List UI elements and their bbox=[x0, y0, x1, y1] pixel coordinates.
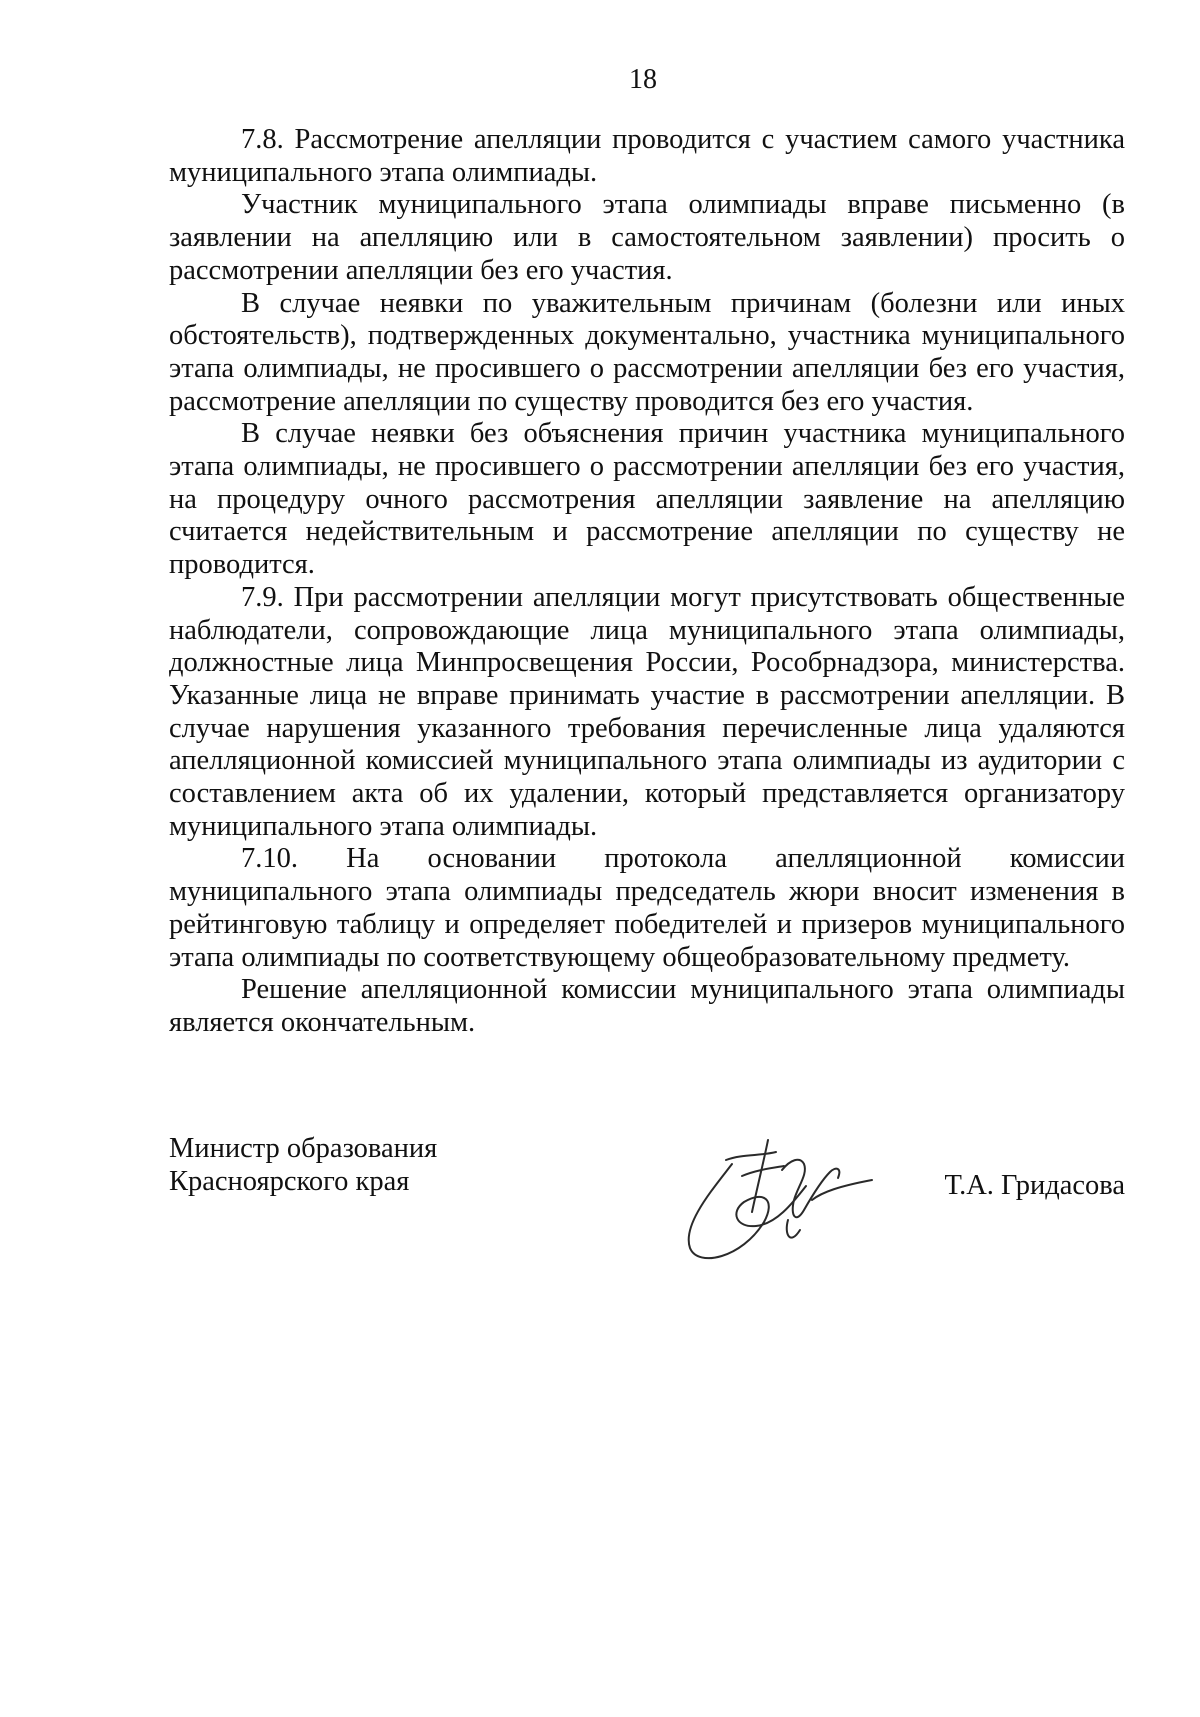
signatory-name: Т.А. Гридасова bbox=[944, 1170, 1125, 1201]
paragraph-final-decision: Решение апелляционной комиссии муниципального этапа олимпиады является окончательным. bbox=[169, 974, 1125, 1038]
handwritten-signature bbox=[672, 1130, 882, 1270]
paragraph-valid-absence: В случае неявки по уважительным причинам (болезни или иных обстоятельств), подтвержденных документально, участника муниципального этапа олимпиады, не просившего о рассмотрении апелляции без его участия, рассмотрение апелляции по существу проводится без его участия. bbox=[169, 287, 1125, 417]
paragraph-participant-right: Участник муниципального этапа олимпиады вправе письменно (в заявлении на апелляцию или в самостоятельном заявлении) просить о рассмотрении апелляции без его участия. bbox=[169, 189, 1125, 286]
paragraph-7-8: 7.8. Рассмотрение апелляции проводится с участием самого участника муниципального этапа олимпиады. bbox=[169, 124, 1125, 188]
page-number: 18 bbox=[629, 64, 657, 95]
signatory-position bbox=[169, 1133, 437, 1198]
paragraph-unexplained-absence: В случае неявки без объяснения причин участника муниципального этапа олимпиады, не просившего о рассмотрении апелляции без его участия, на процедуру очного рассмотрения апелляции заявление на апелляцию считается недействительным и рассмотрение апелляции по существу не проводится. bbox=[169, 418, 1125, 581]
signatory-position-line: Красноярского края bbox=[169, 1165, 410, 1197]
paragraph-7-10: 7.10. На основании протокола апелляционной комиссии муниципального этапа олимпиады председатель жюри вносит изменения в рейтинговую таблицу и определяет победителей и призеров муниципального этапа олимпиады по соответствующему общеобразовательному предмету. bbox=[169, 843, 1125, 973]
document-body bbox=[169, 124, 1125, 1040]
paragraph-7-9: 7.9. При рассмотрении апелляции могут присутствовать общественные наблюдатели, сопровождающие лица муниципального этапа олимпиады, должностные лица Минпросвещения России, Рособрнадзора, министерства. Указанные лица не вправе принимать участие в рассмотрении апелляции. В случае нарушения указанного требования перечисленные лица удаляются апелляционной комиссией муниципального этапа олимпиады из аудитории с составлением акта об их удалении, который представляется организатору муниципального этапа олимпиады. bbox=[169, 581, 1125, 842]
signatory-position-line: Министр образования bbox=[169, 1133, 438, 1164]
